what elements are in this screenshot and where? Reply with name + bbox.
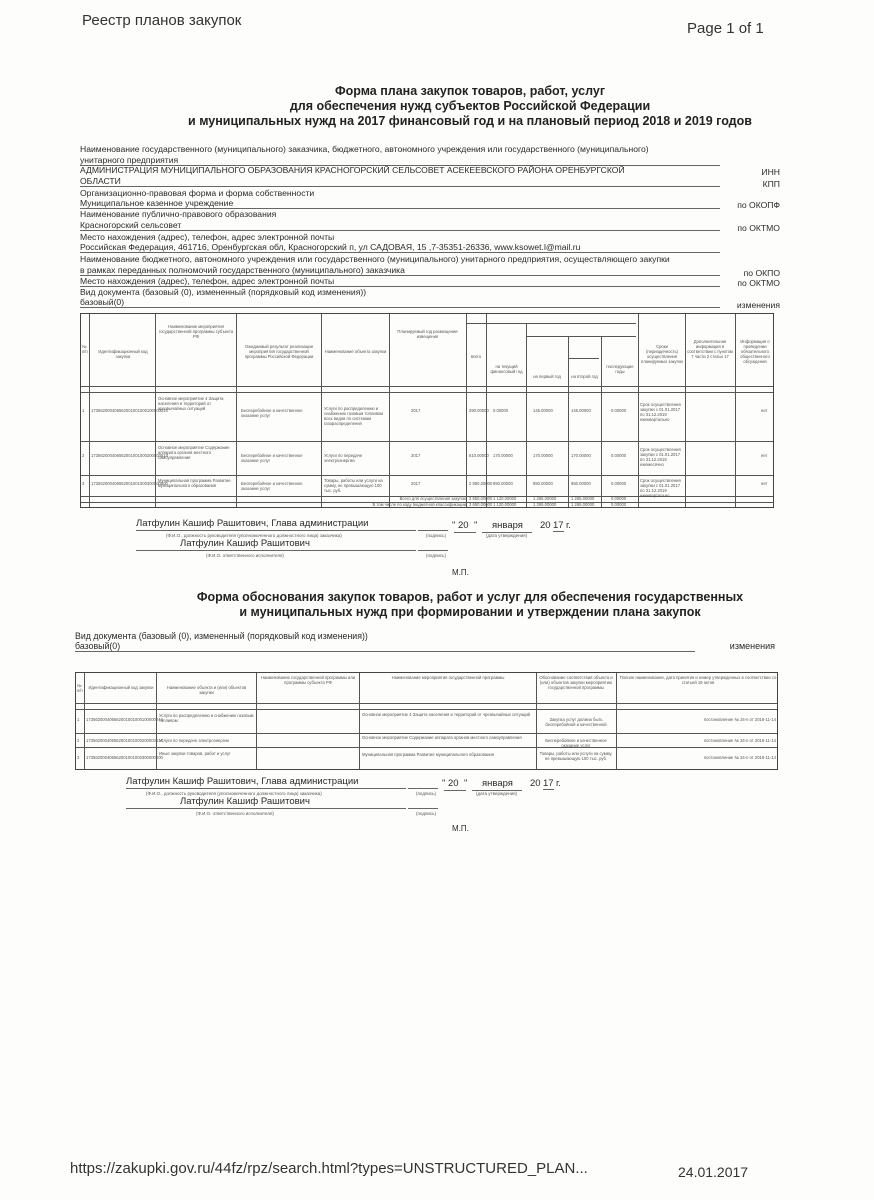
municipality-value: Красногорский сельсовет — [80, 220, 720, 231]
cell: 173562000406562001001000300000000 — [91, 481, 168, 486]
cell: нет — [761, 453, 768, 458]
cell: Услуги по передаче электроэнергии — [324, 453, 363, 463]
cell: 1 120.00000 — [493, 502, 517, 507]
cell: Услуги по распределению и снабжению газовым топливом всех видов по системам газораспределения — [324, 406, 384, 426]
cell: постановление № 34-п от 2016-11-14 — [703, 755, 776, 760]
field-row — [80, 297, 780, 309]
field-label: Наименование бюджетного, автономного учреждения или государственного (муниципального) унитарного предприятия, осуществляющего закупки — [80, 254, 670, 264]
doc-type-value: базовый(0) — [80, 297, 720, 308]
doc-type-label: Вид документа (базовый (0), измененный (порядковый код изменения)) — [80, 286, 367, 297]
justification-table — [75, 672, 778, 770]
cell: 2 — [77, 738, 80, 743]
plan-table — [80, 313, 774, 508]
sign-day: 20 — [458, 520, 469, 531]
sign-year-end: г. — [566, 520, 571, 531]
cell: постановление № 34-п от 2016-11-14 — [703, 717, 776, 722]
cell: 170.00000 — [571, 453, 591, 458]
field-row — [80, 242, 780, 254]
cell: 170.00000 — [493, 453, 513, 458]
cell: 950.00000 — [493, 481, 513, 486]
col-head: Идентификационный код закупки — [88, 685, 154, 690]
field-row — [80, 155, 780, 166]
caption: (Ф.И.О. ответственного исполнителя) — [206, 553, 284, 558]
field-row — [80, 209, 780, 220]
cell: Бесперебойное и качественное оказание услуг — [241, 453, 303, 463]
stamp-label: М.П. — [452, 568, 469, 577]
form2-title — [150, 590, 790, 620]
cell: 3 650.00000 — [469, 502, 493, 507]
field-row — [80, 176, 780, 188]
cell: Срок осуществления закупки с 01.01.2017 по 31.12.2019 ежемесячно — [640, 447, 681, 467]
cell: нет — [761, 481, 768, 486]
print-footer-date: 24.01.2017 — [678, 1164, 749, 1180]
cell: Всего для осуществления закупок — [399, 496, 466, 501]
form2-title-line1: Форма обоснования закупок товаров, работ и услуг для обеспечения государственных — [196, 590, 744, 604]
field-row — [80, 265, 780, 276]
cell: 1 265.00000 — [533, 502, 557, 507]
cell: Основное мероприятие Содержание аппарата органов местного самоуправления — [158, 445, 230, 460]
oktmo2-label: по ОКТМО — [737, 277, 780, 288]
cell: 950.00000 — [533, 481, 553, 486]
form1-title-line1: Форма плана закупок товаров, работ, услуг — [334, 84, 606, 98]
print-header-title: Реестр планов закупок — [82, 12, 242, 29]
caption: (подпись) — [416, 791, 437, 796]
col-head: Полное наименование, дата принятия и номер утвержденных в соответствии со статьей 19 актов — [619, 675, 777, 685]
cell: 173562000406562001001000100000244 — [91, 408, 168, 413]
cell: 1 — [82, 408, 85, 413]
form2-signature-block: Латфулин Кашиф Рашитович, Глава администрации " 20 " января 20 17 г. (Ф.И.О., должность руководителя (уполномоченного должностного лица) заказчика) (подпись) (дата утверждения) Латфулин Кашиф Рашитович (Ф.И.О. ответственного исполнителя) (подпись) М.П. — [126, 776, 561, 833]
cell: 2017 — [411, 408, 421, 413]
cell: 170.00000 — [533, 453, 553, 458]
form2-title-line2: и муниципальных нужд при формировании и утверждении плана закупок — [239, 605, 701, 619]
executor-name: Латфулин Кашиф Рашитович — [180, 796, 310, 807]
field-label: унитарного предприятия — [80, 155, 720, 166]
executor-name: Латфулин Кашиф Рашитович — [180, 538, 310, 549]
kpp-label: КПП — [762, 178, 780, 189]
form1-title-line2: для обеспечения нужд субъектов Российской Федерации — [289, 99, 651, 113]
cell: 0.00000 — [611, 453, 627, 458]
cell: 2017 — [411, 453, 421, 458]
cell: 2 — [82, 453, 85, 458]
col-head: Идентификационный код закупки — [98, 349, 148, 359]
cell: Срок осуществления закупки с 01.01.2017 по 31.12.2019 ежеквартально — [640, 478, 681, 498]
cell: Иные закупки товаров, работ и услуг — [159, 751, 231, 756]
col-head: Информация о проведении обязательного общественного обсуждения — [740, 339, 770, 364]
doc-type-label: Вид документа (базовый (0), измененный (порядковый код изменения)) — [75, 631, 368, 641]
org-form-value: Муниципальное казенное учреждение — [80, 198, 720, 209]
field-row — [80, 144, 780, 155]
cell: 1 265.00000 — [571, 496, 595, 501]
sign-day: 20 — [448, 778, 459, 789]
col-head: Наименование объекта и (или) объектов закупки — [166, 685, 247, 695]
cell: 290.00000 — [469, 408, 489, 413]
sign-month: января — [482, 778, 513, 789]
field-row — [80, 220, 780, 232]
cell: В том числе по коду бюджетной классификации — [372, 502, 466, 507]
col-head: Наименование объекта закупки — [324, 349, 387, 354]
cell: 0.00000 — [611, 496, 627, 501]
cell: Услуги по распределению и снабжению газовым топливом — [159, 713, 254, 723]
cell: 173562000406562001001000200003514 — [91, 453, 168, 458]
table-row — [81, 443, 775, 475]
caption: (дата утверждения) — [476, 791, 518, 796]
print-header-page: Page 1 of 1 — [687, 20, 764, 37]
col-head: последующие годы — [606, 364, 634, 374]
changes-label: изменения — [736, 300, 780, 310]
cell: 3 — [82, 481, 85, 486]
sign-year-prefix: 20 — [540, 520, 551, 531]
field-row — [80, 165, 780, 176]
doc-type-value: базовый(0) — [75, 641, 695, 652]
table-row — [76, 749, 779, 769]
signer-name: Латфулин Кашиф Рашитович, Глава администрации — [136, 518, 369, 529]
cell: Срок осуществления закупки с 01.01.2017 по 31.12.2019 ежеквартально — [640, 402, 681, 422]
col-head: Наименование мероприятия государственной программы субъекта РФ — [158, 324, 234, 339]
customer-name-cont: ОБЛАСТИ — [80, 176, 720, 187]
customer-name: АДМИНИСТРАЦИЯ МУНИЦИПАЛЬНОГО ОБРАЗОВАНИЯ КРАСНОГОРСКИЙ СЕЛЬСОВЕТ АСЕКЕЕВСКОГО РАЙОНА ОРЕНБУРГСКОЙ — [80, 165, 625, 175]
field-row — [80, 188, 780, 199]
cell: нет — [761, 408, 768, 413]
col-head: Наименование государственной программы или программы субъекта РФ — [260, 675, 356, 685]
table-row — [81, 394, 775, 440]
cell: 510.00000 — [469, 453, 489, 458]
print-footer-url: https://zakupki.gov.ru/44fz/rpz/search.html?types=UNSTRUCTURED_PLAN... — [70, 1160, 588, 1177]
cell: постановление № 34-п от 2016-11-14 — [703, 738, 776, 743]
form1-title — [150, 84, 790, 129]
form1-title-line3: и муниципальных нужд на 2017 финансовый год и на плановый период 2018 и 2019 годов — [188, 114, 752, 128]
field-row — [80, 198, 780, 209]
caption: (подпись) — [416, 811, 437, 816]
form1-signature-block: Латфулин Кашиф Рашитович, Глава администрации " 20 " января 20 17 г. (Ф.И.О., должность руководителя (уполномоченного должностного лица) заказчика) (подпись) (дата утверждения) Латфулин Кашиф Рашитович (Ф.И.О. ответственного исполнителя) (подпись) М.П. — [136, 518, 571, 577]
caption: (дата утверждения) — [486, 533, 528, 538]
cell: Муниципальная программа Развитие муниципального образования — [158, 478, 231, 488]
caption: (Ф.И.О. ответственного исполнителя) — [196, 811, 274, 816]
caption: (подпись) — [426, 533, 447, 538]
address-value: Российская Федерация, 461716, Оренбургская обл, Красногорский п, ул САДОВАЯ, 15 ,7-35351-26336, www.ksowet.l@mail.ru — [80, 242, 720, 253]
cell: 145.00000 — [571, 408, 591, 413]
changes-label: изменения — [729, 641, 775, 651]
cell: Бесперебойное и качественное оказание услуг — [241, 481, 303, 491]
signer-name: Латфулин Кашиф Рашитович, Глава администрации — [126, 776, 359, 787]
cell: 145.00000 — [533, 408, 553, 413]
cell: Основное мероприятие 4 Защита населения и территорий от чрезвычайных ситуаций — [158, 396, 224, 411]
stamp-label: М.П. — [452, 824, 469, 833]
cell: Основное мероприятие Содержание аппарата органов местного самоуправления — [362, 735, 522, 740]
oktmo-label: по ОКТМО — [737, 222, 780, 233]
field-row — [80, 254, 780, 265]
field-label: Организационно-правовая форма и форма собственности — [80, 187, 315, 198]
cell: 3 650.00000 — [469, 496, 493, 501]
col-head: Ожидаемый результат реализации мероприятия государственной программы Российской Федерации — [244, 344, 314, 359]
cell: 1 265.00000 — [571, 502, 595, 507]
cell: Бесперебойное и качественное оказание услуг — [241, 408, 303, 418]
field-label: Наименование государственного (муниципального) заказчика, бюджетного, автономного учреждения или государственного (муниципального) — [80, 144, 649, 154]
field-label: Наименование публично-правового образования — [80, 209, 277, 219]
cell: Основное мероприятие 4 Защита населения и территорий от чрезвычайных ситуаций — [362, 712, 531, 717]
col-head: Дополнительная информация в соответствии с пунктом 7 части 2 статьи 17 — [687, 339, 733, 359]
col-head: Планируемый год размещения извещения — [397, 329, 458, 339]
cell: 1 120.00000 — [493, 496, 517, 501]
form1-header-fields — [80, 144, 780, 309]
okopf-label: по ОКОПФ — [737, 200, 780, 210]
inn-label: ИНН — [761, 167, 780, 177]
form2-doc-type — [75, 631, 775, 657]
sign-year-suffix: 17 — [543, 778, 554, 789]
sign-year-suffix: 17 — [553, 520, 564, 531]
cell: 2 850.00000 — [469, 481, 493, 486]
cell: 2017 — [411, 481, 421, 486]
cell: Товары, работы или услуги на сумму, не превышающую 100 тыс. руб. — [324, 478, 383, 493]
table-row — [76, 711, 779, 733]
col-head: Наименование мероприятия государственной программы — [391, 675, 505, 680]
field-row — [80, 276, 780, 287]
cell: 173562000406562001001000100000244 — [86, 717, 163, 722]
sign-month: января — [492, 520, 523, 531]
cell: 173562000406562001001000200003514 — [86, 738, 163, 743]
col-head: Сроки (периодичность) осуществления планируемых закупок — [640, 344, 684, 364]
col-head: № п/п — [82, 344, 88, 354]
col-head: на второй год — [571, 374, 598, 379]
caption: (Ф.И.О., должность руководителя (уполномоченного должностного лица) заказчика) — [166, 533, 342, 538]
field-row — [80, 287, 780, 298]
cell: 173562000406562001001000300000000 — [86, 755, 163, 760]
sign-year-end: г. — [556, 778, 561, 789]
okpo-label: по ОКПО — [743, 267, 780, 278]
cell: 1 265.00000 — [533, 496, 557, 501]
cell: Услуги по передаче электроэнергии — [159, 738, 229, 743]
table-total-row — [81, 502, 775, 508]
field-row — [80, 232, 780, 243]
table-row — [81, 477, 775, 496]
col-head: № п/п — [77, 683, 83, 693]
cell: 950.00000 — [571, 481, 591, 486]
cell: 3 — [77, 755, 80, 760]
cell: 0.00000 — [611, 408, 627, 413]
caption: (подпись) — [426, 553, 447, 558]
cell: Товары, работы или услуги на сумму, не превышающую 100 тыс. руб. — [539, 751, 613, 761]
cell: 1 — [77, 717, 80, 722]
sign-year-prefix: 20 — [530, 778, 541, 789]
cell: Бесперебойное и качественное оказание услуг — [545, 738, 607, 748]
cell: Муниципальная программа Развитие муниципального образования — [362, 752, 495, 757]
cell: 0.00000 — [611, 502, 627, 507]
field-label: в рамках переданных полномочий государственного (муниципального) заказчика — [80, 265, 720, 276]
field-label: Место нахождения (адрес), телефон, адрес электронной почты — [80, 276, 720, 287]
caption: (Ф.И.О., должность руководителя (уполномоченного должностного лица) заказчика) — [146, 791, 322, 796]
col-head: Обоснование соответствия объекта и (или) объектов закупки мероприятию государственной программы — [539, 675, 613, 690]
col-head: на текущий финансовый год — [490, 364, 523, 374]
cell: 0.00000 — [611, 481, 627, 486]
field-label: Место нахождения (адрес), телефон, адрес электронной почты — [80, 231, 335, 242]
cell: Закупка услуг должна быть бесперебойной и качественной — [545, 717, 607, 727]
cell: 0.00000 — [493, 408, 509, 413]
table-row — [76, 735, 779, 747]
col-head: всего — [470, 354, 482, 359]
col-head: на первый год — [533, 374, 561, 379]
